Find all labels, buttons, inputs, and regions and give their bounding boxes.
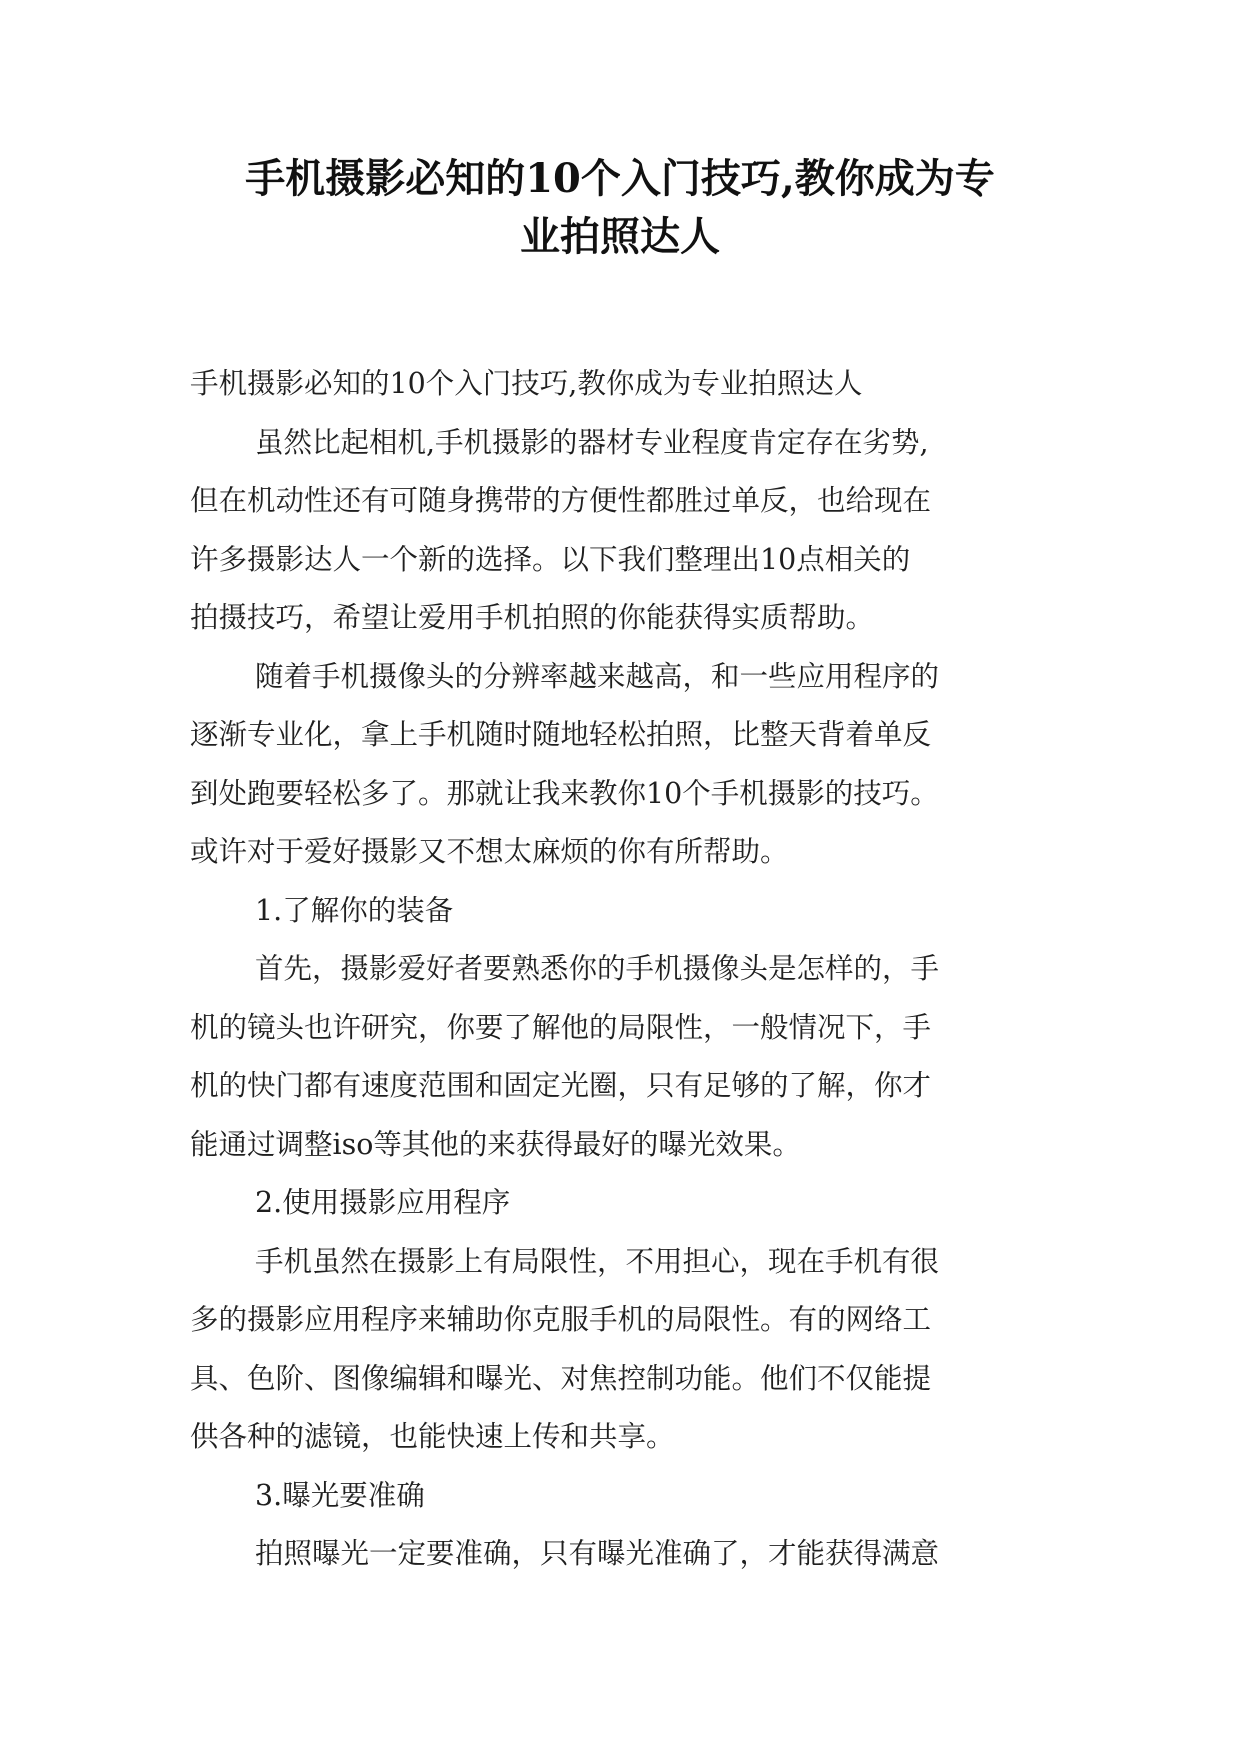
- body-line: 具、色阶、图像编辑和曝光、对焦控制功能。他们不仅能提: [190, 1361, 932, 1395]
- document-body: [190, 355, 1060, 1584]
- body-line: 手机摄影必知的10个入门技巧,教你成为专业拍照达人: [190, 367, 863, 400]
- document-title: [170, 150, 1070, 266]
- body-line: 许多摄影达人一个新的选择。以下我们整理出10点相关的: [190, 542, 911, 576]
- section-heading: 3.曝光要准确: [255, 1478, 425, 1512]
- body-line: 逐渐专业化，拿上手机随时随地轻松拍照，比整天背着单反: [190, 718, 932, 751]
- section-heading: 1.了解你的装备: [255, 893, 454, 927]
- section-heading: 2.使用摄影应用程序: [255, 1186, 511, 1219]
- body-line: 随着手机摄像头的分辨率越来越高，和一些应用程序的: [255, 659, 940, 693]
- body-line: 多的摄影应用程序来辅助你克服手机的局限性。有的网络工: [190, 1303, 932, 1336]
- body-line: 能通过调整iso等其他的来获得最好的曝光效果。: [190, 1127, 801, 1161]
- body-line: 机的镜头也许研究，你要了解他的局限性，一般情况下，手: [190, 1010, 932, 1044]
- body-line: 或许对于爱好摄影又不想太麻烦的你有所帮助。: [190, 835, 789, 868]
- body-line: 机的快门都有速度范围和固定光圈，只有足够的了解，你才: [190, 1069, 932, 1102]
- body-line: 虽然比起相机,手机摄影的器材专业程度肯定存在劣势,: [255, 425, 929, 459]
- body-line: 手机虽然在摄影上有局限性，不用担心，现在手机有很: [255, 1244, 940, 1278]
- body-line: 拍照曝光一定要准确，只有曝光准确了，才能获得满意: [255, 1537, 940, 1570]
- title-line: 手机摄影必知的10个入门技巧,教你成为专: [245, 155, 995, 202]
- title-line: 业拍照达人: [520, 213, 720, 260]
- body-line: 首先，摄影爱好者要熟悉你的手机摄像头是怎样的，手: [255, 952, 940, 985]
- body-line: 到处跑要轻松多了。那就让我来教你10个手机摄影的技巧。: [190, 776, 939, 810]
- body-line: 供各种的滤镜，也能快速上传和共享。: [190, 1420, 675, 1453]
- body-line: 拍摄技巧，希望让爱用手机拍照的你能获得实质帮助。: [190, 601, 875, 634]
- body-line: 但在机动性还有可随身携带的方便性都胜过单反，也给现在: [190, 484, 932, 517]
